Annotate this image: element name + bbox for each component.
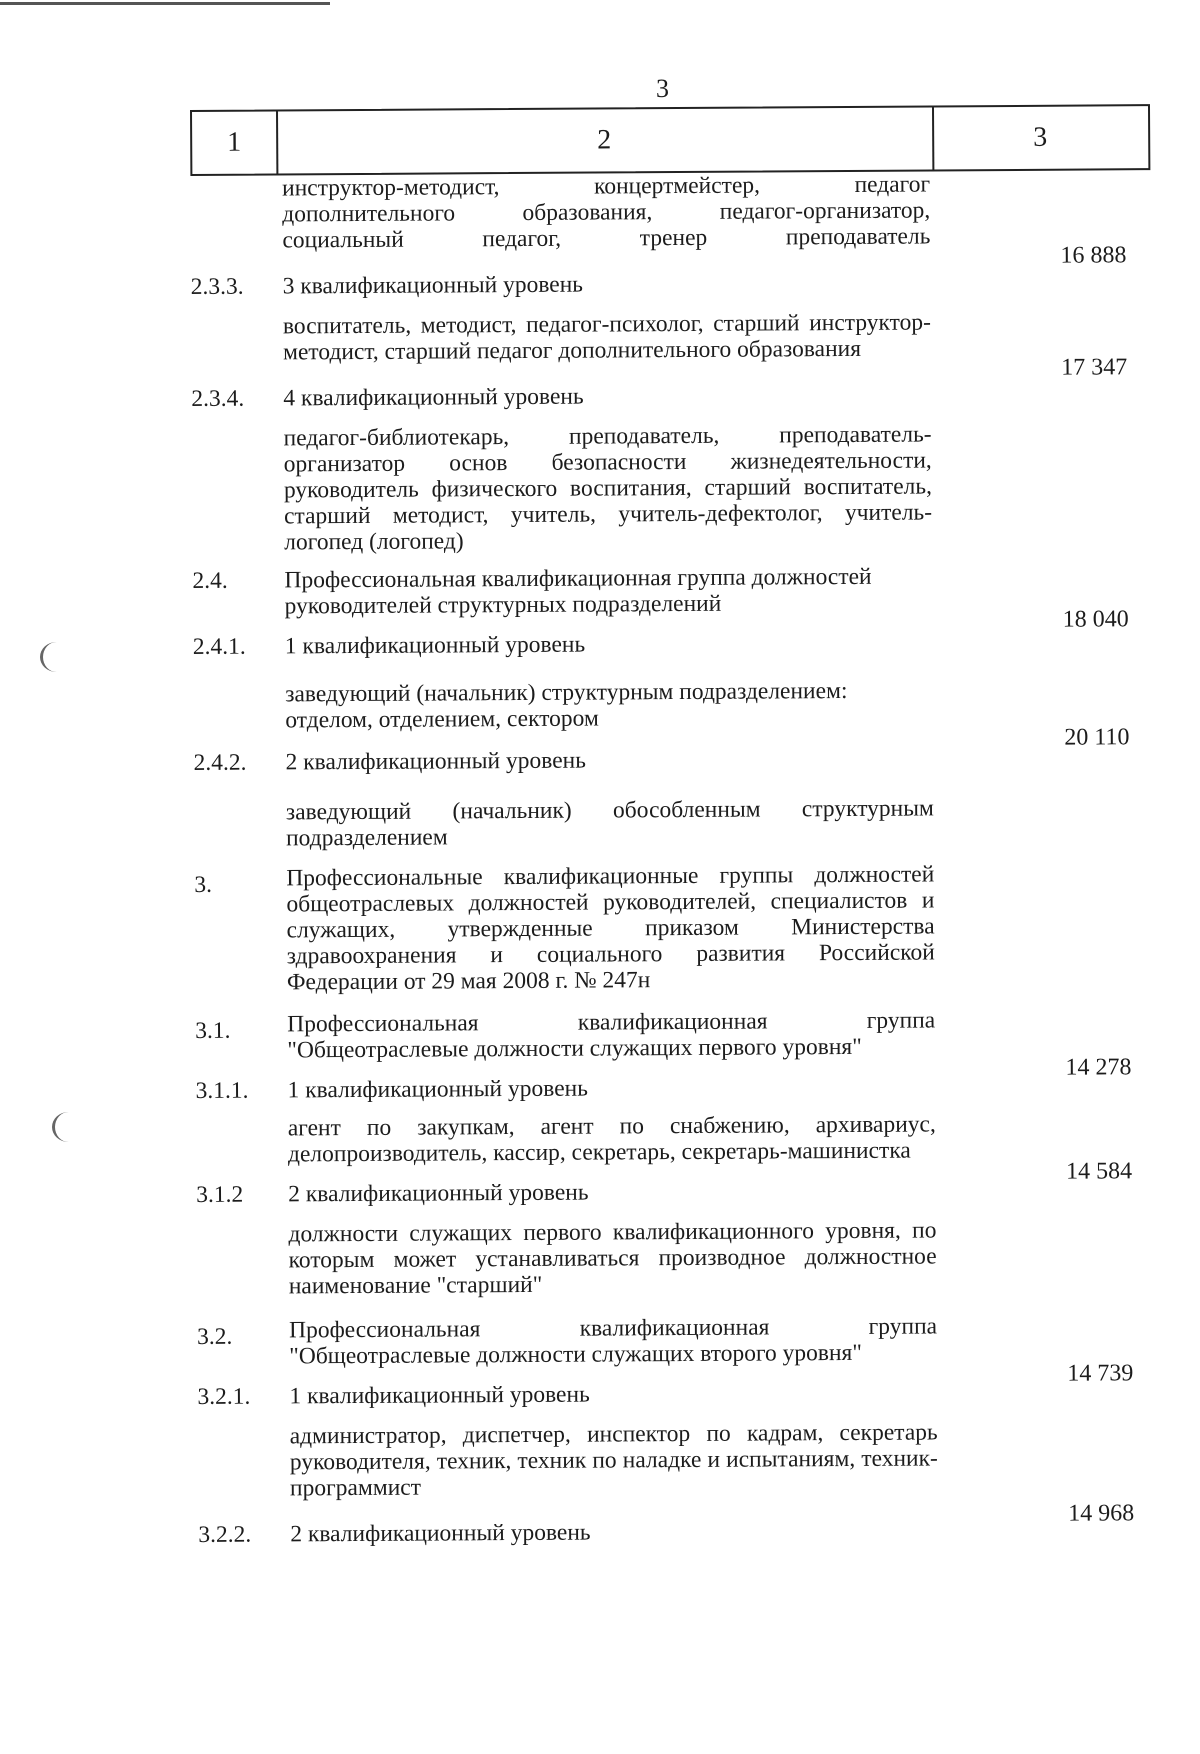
row-number	[198, 1423, 290, 1424]
row-text: 2 квалификационный уровень	[290, 1519, 591, 1548]
row-text: 1 квалификационный уровень	[284, 631, 586, 660]
row-number	[196, 1115, 288, 1116]
row-text: 1 квалификационный уровень	[287, 1075, 588, 1104]
row-value: 16 888	[1060, 242, 1127, 269]
row-number	[196, 1221, 288, 1222]
row-value: 14 968	[1068, 1500, 1135, 1527]
row-text: Профессиональная квалификационная группа "Общеотраслевые должности служащих второго уровня"	[288, 1313, 938, 1370]
table-row	[192, 562, 1152, 620]
page-number: 3	[656, 74, 669, 103]
table-row	[191, 354, 1151, 412]
row-text: Профессиональная квалификационная группа должностей руководителей структурных подразделений	[284, 563, 872, 620]
table-row	[190, 242, 1151, 300]
row-text: Профессиональная квалификационная группа "Общеотраслевые должности служащих первого уровня"	[287, 1007, 936, 1064]
table-row	[191, 308, 1151, 366]
row-number: 3.	[194, 871, 213, 898]
row-number: 3.1.1.	[195, 1077, 249, 1104]
row-number: 3.2.1.	[197, 1383, 251, 1410]
scan-top-line	[0, 2, 330, 5]
row-value: 17 347	[1061, 354, 1128, 381]
row-number: 2.3.3.	[190, 273, 244, 300]
row-text: 1 квалификационный уровень	[289, 1381, 590, 1410]
table-row	[192, 420, 1153, 556]
row-text: Профессиональные квалификационные группы должностей общеотраслевых должностей руководителей, специалистов и служащих, утвержденные приказом Министерства здравоохранения и социального развития Российской Федерации от 29 мая 2008 г. № 247н	[286, 861, 935, 996]
row-value: 14 739	[1067, 1360, 1134, 1387]
header-col-3: 3	[1033, 121, 1048, 153]
table-row	[195, 1054, 1156, 1104]
row-number: 3.2.	[197, 1323, 233, 1350]
table-row	[193, 724, 1154, 776]
row-text: администратор, диспетчер, инспектор по кадрам, секретарь руководителя, техник, техник по наладке и испытаниям, техник-программист	[289, 1419, 938, 1502]
hole-punch-mark	[40, 642, 73, 672]
row-text: должности служащих первого квалификационного уровня, по которым может устанавливаться производное должностное наименование "старший"	[288, 1217, 937, 1300]
row-text: педагог-библиотекарь, преподаватель, преподаватель-организатор основ безопасности жизнедеятельности, руководитель физического воспитания, старший воспитатель, старший методист, учитель, учитель-дефектолог, учитель-логопед (логопед)	[283, 421, 933, 556]
table-row	[198, 1500, 1158, 1548]
table-row	[196, 1110, 1156, 1168]
row-text: воспитатель, методист, педагог-психолог, старший инструктор-методист, старший педагог дополнительного образования	[282, 309, 931, 366]
row-number: 2.4.1.	[192, 633, 246, 660]
table-header	[190, 104, 1150, 176]
table-row	[194, 860, 1155, 996]
table-row	[198, 1418, 1158, 1502]
table-row	[196, 1216, 1156, 1300]
table-row	[197, 1312, 1157, 1370]
row-text: заведующий (начальник) структурным подразделением: отделом, отделением, сектором	[285, 677, 848, 734]
row-number	[194, 799, 286, 800]
hole-punch-mark	[52, 1112, 85, 1142]
table-row	[194, 794, 1154, 852]
row-number: 2.4.2.	[193, 749, 247, 776]
table-row	[196, 1158, 1156, 1208]
table-body	[190, 170, 1158, 1548]
header-col-1: 1	[192, 111, 278, 174]
row-text: 3 квалификационный уровень	[282, 271, 584, 300]
row-text: инструктор-методист, концертмейстер, педагог дополнительного образования, педагог-организатор, социальный педагог, тренер преподаватель	[281, 171, 931, 254]
row-number	[192, 425, 284, 426]
row-text: 2 квалификационный уровень	[288, 1179, 589, 1208]
table-row	[190, 170, 1150, 254]
row-text: 4 квалификационный уровень	[283, 383, 584, 412]
table-row	[197, 1360, 1157, 1410]
row-number: 3.1.	[195, 1017, 231, 1044]
row-value: 14 584	[1066, 1158, 1133, 1185]
row-number: 2.3.4.	[191, 385, 245, 412]
row-text: агент по закупкам, агент по снабжению, архивариус, делопроизводитель, кассир, секретарь, секретарь-машинистка	[287, 1111, 936, 1168]
row-number: 3.1.2	[196, 1181, 244, 1208]
row-number	[190, 175, 282, 176]
row-text: заведующий (начальник) обособленным структурным подразделением	[285, 795, 934, 852]
row-text: 2 квалификационный уровень	[285, 747, 586, 776]
header-col-2: 2	[276, 107, 934, 173]
row-value: 18 040	[1062, 606, 1129, 633]
row-number: 2.4.	[192, 567, 228, 594]
row-value: 20 110	[1064, 724, 1130, 751]
row-number	[191, 313, 283, 314]
row-value: 14 278	[1065, 1054, 1132, 1081]
row-number	[193, 681, 285, 682]
table-row	[195, 1006, 1155, 1064]
table-row	[192, 606, 1153, 660]
table-row	[193, 676, 1153, 734]
row-number: 3.2.2.	[198, 1521, 252, 1548]
